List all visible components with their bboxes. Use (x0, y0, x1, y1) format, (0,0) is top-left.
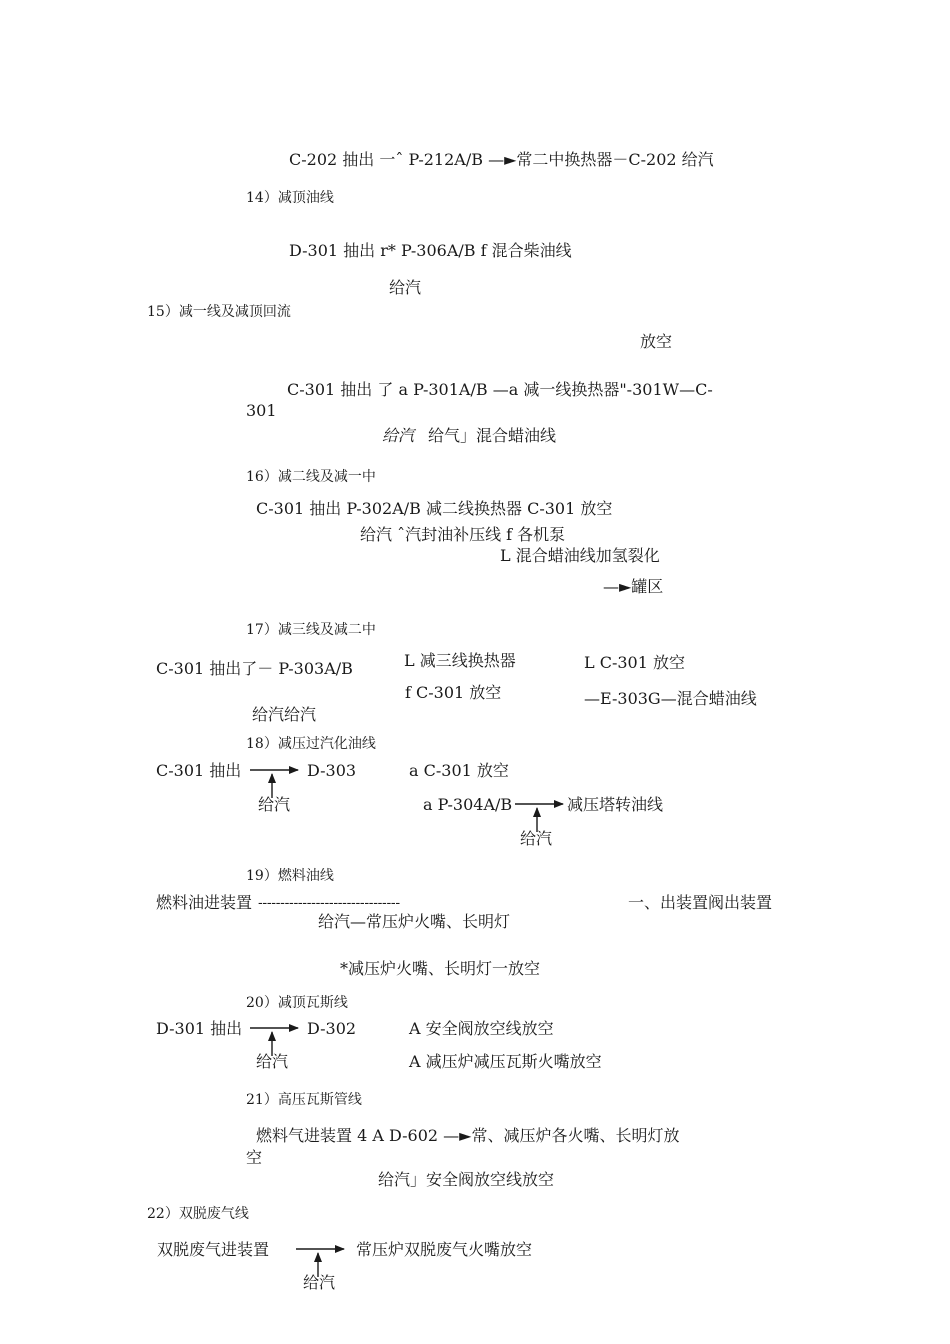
line-d301-2: D-301 抽出 (156, 1019, 243, 1038)
line-steam-7: 给汽 (256, 1052, 289, 1071)
heading-21: 21）高压瓦斯管线 (246, 1092, 362, 1108)
line-steam-6: 给汽—常压炉火嘴、长明灯 (318, 912, 511, 931)
line-wax-hydro: L 混合蜡油线加氢裂化 (500, 546, 660, 565)
line-steam-9: 给汽 (303, 1273, 336, 1292)
line-c301-4c: a C-301 放空 (409, 761, 509, 780)
line-steam-2a: 给汽 (382, 426, 415, 445)
heading-18: 18）减压过汽化油线 (246, 736, 376, 752)
heading-16: 16）减二线及减一中 (246, 469, 376, 485)
line-desulf-out: 常压炉双脱废气火嘴放空 (356, 1240, 533, 1259)
line-steam-5a: 给汽 (258, 795, 291, 814)
line-c301-1: C-301 抽出 了 a P-301A/B —a 减一线换热器"-301W—C- (287, 380, 713, 399)
line-steam-3: 给汽 ˆ汽封油补压线 f 各机泵 (360, 525, 566, 544)
line-c301-2: C-301 抽出 P-302A/B 减二线换热器 C-301 放空 (256, 499, 613, 518)
line-c301-3d: f C-301 放空 (405, 683, 502, 702)
heading-15: 15）减一线及减顶回流 (147, 304, 291, 320)
line-c301-3b: L 减三线换热器 (404, 651, 516, 670)
line-transfer: 减压塔转油线 (567, 795, 664, 814)
heading-22: 22）双脱废气线 (147, 1206, 249, 1222)
line-steam-8: 给汽」安全阀放空线放空 (378, 1170, 555, 1189)
line-vac-gas: A 减压炉减压瓦斯火嘴放空 (409, 1052, 602, 1071)
line-c301-3e: —E-303G—混合蜡油线 (584, 689, 757, 708)
line-vac-burner: *减压炉火嘴、长明灯一放空 (340, 959, 541, 978)
line-vent-1: 放空 (640, 332, 673, 351)
flow-arrow-1 (248, 758, 308, 800)
heading-19: 19）燃料油线 (246, 868, 334, 884)
line-steam-1: 给汽 (389, 278, 422, 297)
line-d302: D-302 (307, 1019, 357, 1038)
line-steam-5b: 给汽 (520, 829, 553, 848)
heading-17: 17）减三线及减二中 (246, 622, 376, 638)
line-fuel-out: 一、出装置阀出装置 (628, 893, 773, 912)
line-tank: —►罐区 (603, 577, 664, 596)
line-p304: a P-304A/B (423, 795, 513, 814)
line-steam-2b: 给气」混合蜡油线 (428, 426, 557, 445)
line-fuel-in: 燃料油进装置 (156, 893, 253, 912)
line-c301-3a: C-301 抽出了－ P-303A/B (156, 659, 353, 678)
flow-arrow-2 (513, 792, 573, 834)
line-desulf-in: 双脱废气进装置 (157, 1240, 270, 1259)
line-fuel-gas: 燃料气进装置 4 A D-602 —►常、减压炉各火嘴、长明灯放 (256, 1126, 680, 1145)
line-c301-4a: C-301 抽出 (156, 761, 242, 780)
line-dashes: -------------------------------- (258, 895, 400, 911)
heading-20: 20）减顶瓦斯线 (246, 995, 348, 1011)
heading-14: 14）减顶油线 (246, 190, 334, 206)
line-d301: D-301 抽出 r* P-306A/B f 混合柴油线 (289, 241, 572, 260)
line-d303: D-303 (307, 761, 357, 780)
line-safety-vent: A 安全阀放空线放空 (409, 1019, 554, 1038)
line-c202: C-202 抽出 一ˆ P-212A/B —►常二中换热器－C-202 给汽 (289, 150, 714, 169)
line-steam-4: 给汽给汽 (252, 705, 317, 724)
line-c301-3c: L C-301 放空 (584, 653, 685, 672)
line-c301-1-wrap: 301 (246, 401, 277, 420)
line-fuel-gas-wrap: 空 (246, 1148, 263, 1167)
